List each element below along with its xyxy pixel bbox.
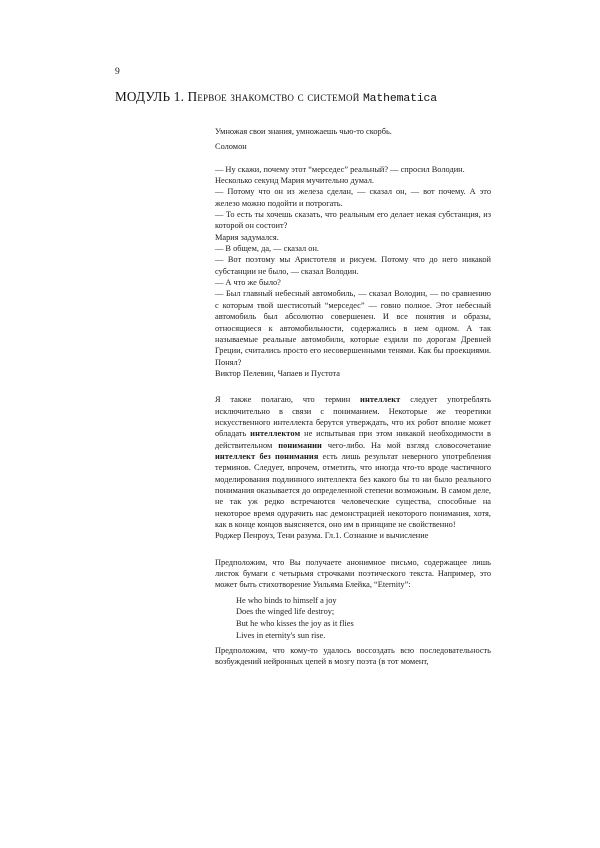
penrose-text-4: чего-либо. На мой взгляд словосочетание [321, 440, 491, 450]
penrose-text-1: Я также полагаю, что термин [215, 395, 361, 405]
letter-closing-paragraph: Предположим, что кому-то удалось воссоздать всю последовательность возбуждений нейронных цепей в мозгу поэта (в тот момент, [215, 646, 491, 667]
penrose-attribution: Роджер Пенроуз, Тени разума. Гл.1. Сознание и вычисление [215, 531, 429, 541]
dialogue-line: Несколько секунд Мария мучительно думал. [215, 176, 374, 186]
dialogue-line: — То есть ты хочешь сказать, что реальным его делает некая субстанция, из которой он состоит? [215, 210, 491, 231]
body-text-block [215, 126, 491, 668]
page-number: 9 [115, 67, 120, 77]
dialogue-line: — А что же было? [215, 278, 281, 288]
poem-line: Lives in eternity's sun rise. [236, 630, 326, 640]
page-title [115, 89, 437, 105]
dialogue-line: — Потому что он из железа сделан, — сказал он, — вот почему. А это железо можно подойти и потрогать. [215, 187, 491, 208]
penrose-bold-term-4: интеллект без понимания [215, 451, 319, 461]
penrose-text-3: не испытывая при этом никакой необходимости в действительном [215, 429, 491, 450]
spacer [215, 542, 491, 557]
epigraph-quote: Умножая свои знания, умножаешь чью-то скорбь. [215, 127, 392, 136]
spacer [215, 379, 491, 394]
dialogue-line: Мария задумался. [215, 232, 279, 242]
title-product-name: Mathematica [362, 93, 438, 105]
penrose-text-5: есть лишь результат неверного употребления терминов. Следует, впрочем, отметить, что иногда что-то вроде частичного моделирования подлинного интеллекта без какого бы то ни было реального понимания оказывается до определенной степени возможным. В самом деле, не так уж редко встречаются человеческие существа, способные на некоторое время одурачить нас демонстрацией некоторого понимания, хотя, как в конце концов выясняется, оно им в принципе не свойственно! [215, 451, 492, 529]
dialogue-line: — Был главный небесный автомобиль, — сказал Володин, — по сравнению с которым твой шестисотый “мерседес” — говно полное. Этот небесный автомобиль был абсолютно совершенен. И все понятия и образы, относящиеся к автомобильности, содержались в нем одном. А так называемые реальные автомобили, которые ездили по дорогам Древней Греции, считались просто его несовершенными тенями. Как бы проекциями. Понял? [215, 289, 491, 367]
penrose-text-2: следует употреблять исключительно в связи с пониманием. Некоторые же теоретики искусственного интеллекта берутся утверждать, что их робот вполне может обладать [215, 395, 491, 439]
penrose-paragraph [215, 394, 491, 530]
penrose-bold-term-2: интеллектом [250, 429, 301, 439]
title-prefix: МОДУЛЬ 1. [115, 89, 185, 104]
penrose-bold-term-1: интеллект [360, 395, 401, 405]
title-smallcaps: Первое знакомство с системой [187, 89, 360, 104]
poem-line: Does the winged life destroy; [236, 607, 335, 617]
epigraph-author: Соломон [215, 142, 247, 152]
dialogue-line: — Ну скажи, почему этот “мерседес” реальный? — спросил Володин. [215, 164, 465, 174]
spacer [215, 153, 491, 164]
poem-block [215, 595, 491, 641]
dialogue-line: — Вот поэтому мы Аристотеля и рисуем. Потому что до него никакой субстанции не было, — сказал Володин. [215, 255, 491, 276]
dialogue-attribution: Виктор Пелевин, Чапаев и Пустота [215, 368, 340, 378]
letter-paragraph: Предположим, что Вы получаете анонимное письмо, содержащее лишь листок бумаги с четырьмя строчками поэтического текста. Например, это может быть стихотворение Уильяма Блейка, “Eternity”: [215, 557, 491, 590]
dialogue-line: — В общем, да, — сказал он. [215, 244, 320, 254]
poem-line: But he who kisses the joy as it flies [236, 618, 354, 628]
poem-line: He who binds to himself a joy [236, 595, 337, 605]
penrose-bold-term-3: понимании [278, 440, 322, 450]
